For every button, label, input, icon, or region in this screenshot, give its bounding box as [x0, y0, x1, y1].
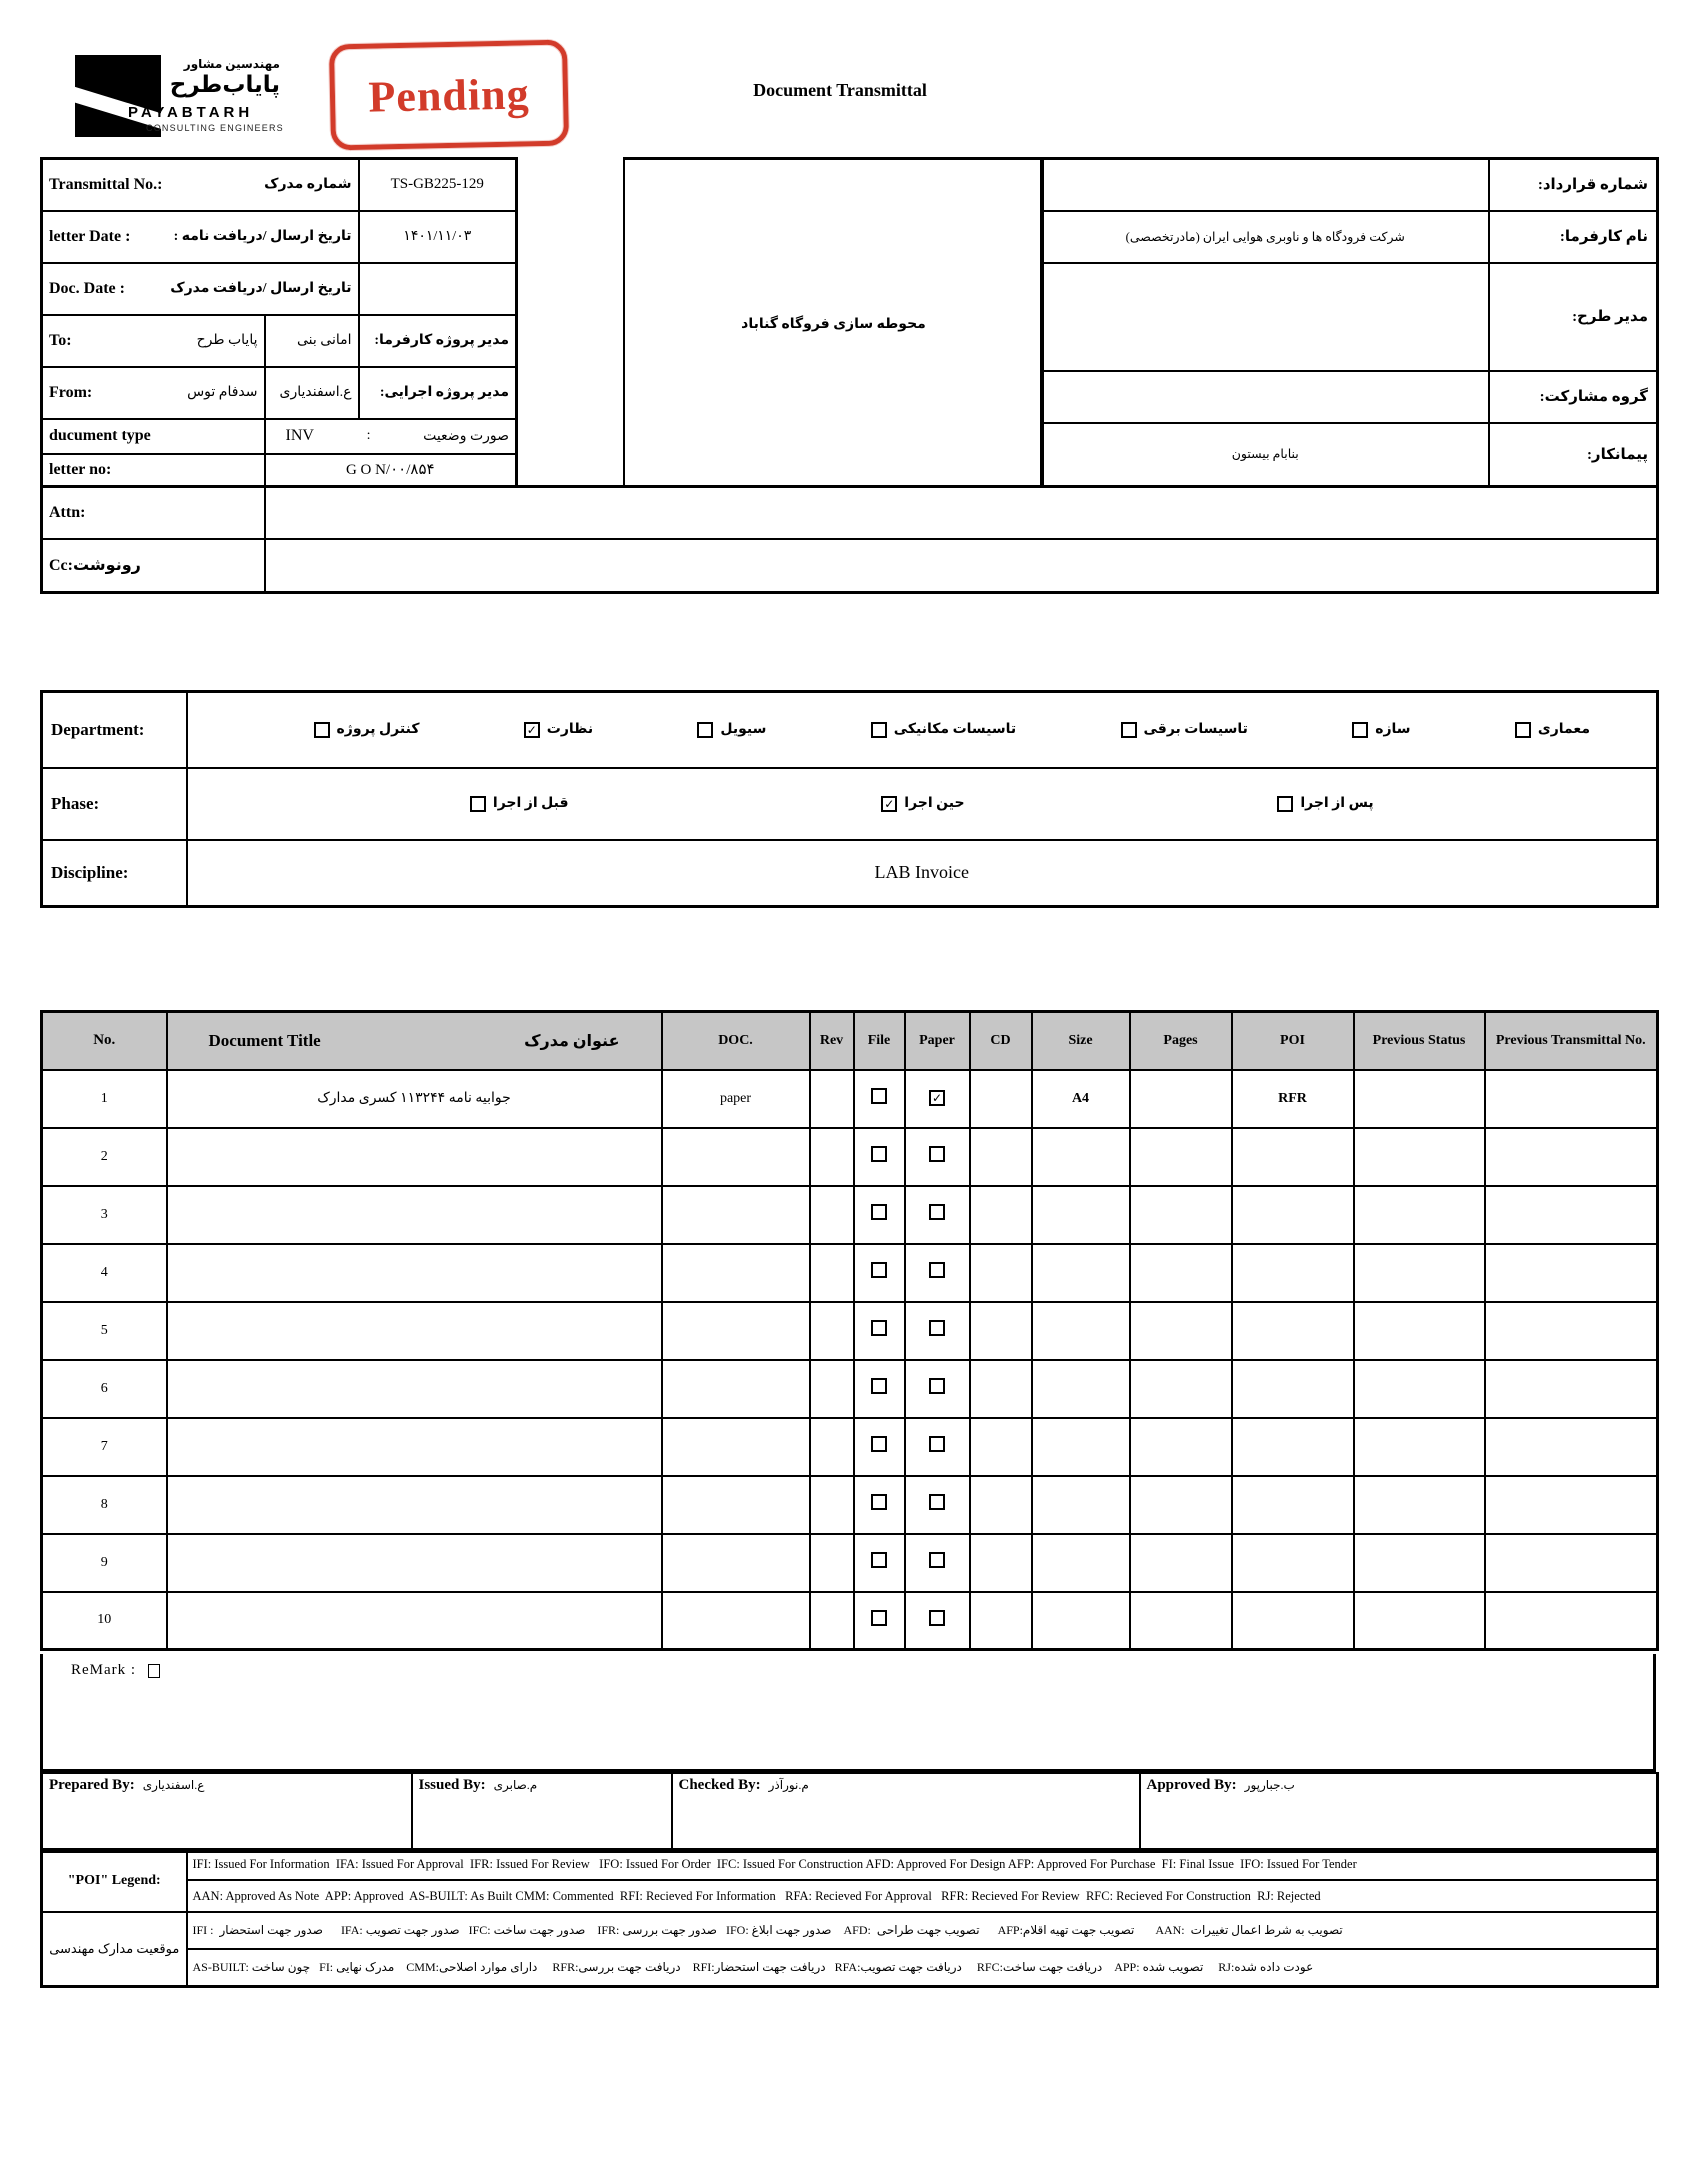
cell-title: [167, 1244, 662, 1302]
cell-prev_transmittal: [1485, 1476, 1658, 1534]
cell-poi: RFR: [1232, 1070, 1354, 1128]
cell-rev: [810, 1302, 854, 1360]
file-checkbox-icon[interactable]: [871, 1552, 887, 1568]
cc-value: [265, 539, 1658, 593]
col-header-prev-status: Previous Status: [1354, 1012, 1485, 1070]
cell-rev: [810, 1186, 854, 1244]
department-option-label: معماری: [1537, 722, 1590, 738]
table-row: [42, 1070, 1658, 1128]
contract-info-label: شماره قرارداد:: [1489, 159, 1658, 211]
cell-size: [1032, 1418, 1130, 1476]
cell-title: [167, 1360, 662, 1418]
cell-file: [854, 1534, 905, 1592]
paper-checkbox-icon[interactable]: [929, 1320, 945, 1336]
signatures-row: [42, 1773, 1658, 1852]
checkbox-icon[interactable]: ✓: [881, 796, 897, 812]
cell-file: [854, 1476, 905, 1534]
cell-doc: [662, 1534, 810, 1592]
cell-pages: [1130, 1476, 1232, 1534]
paper-checkbox-icon[interactable]: ✓: [929, 1090, 945, 1106]
transmittal-info-table: [40, 157, 518, 488]
letter-date-label-cell: [42, 211, 359, 263]
checkbox-icon[interactable]: [314, 722, 330, 738]
cell-prev_transmittal: [1485, 1244, 1658, 1302]
col-header-file: File: [854, 1012, 905, 1070]
cell-rev: [810, 1418, 854, 1476]
cell-size: [1032, 1244, 1130, 1302]
cell-rev: [810, 1534, 854, 1592]
file-checkbox-icon[interactable]: [871, 1378, 887, 1394]
cell-doc: [662, 1592, 810, 1650]
to-label: To:: [49, 331, 72, 349]
cell-no: 3: [42, 1186, 167, 1244]
cell-poi: [1232, 1534, 1354, 1592]
cell-pages: [1130, 1418, 1232, 1476]
file-checkbox-icon[interactable]: [871, 1610, 887, 1626]
cell-prev_status: [1354, 1128, 1485, 1186]
checkbox-icon[interactable]: [470, 796, 486, 812]
cell-title: [167, 1592, 662, 1650]
doc-status-legend-row1: IFI : صدور جهت استحضار IFA: صدور جهت تصویب IFC: صدور جهت ساخت IFR: صدور جهت بررسی IFO: صدور جهت ابلاغ AFD: تصویب جهت طراحی AFP:تصویب جهت تهیه اقلام AAN: تصویب به شرط اعمال تغییرات: [187, 1912, 1658, 1949]
issued-by-value: م.صابری: [493, 1778, 538, 1792]
col-header-no: No.: [42, 1012, 167, 1070]
approved-by-value: ب.جبارپور: [1244, 1778, 1295, 1792]
col-header-doc: DOC.: [662, 1012, 810, 1070]
cell-title: [167, 1128, 662, 1186]
cell-pages: [1130, 1070, 1232, 1128]
transmittal-no-label: Transmittal No.:: [49, 175, 163, 193]
discipline-label: Discipline:: [42, 840, 187, 907]
paper-checkbox-icon[interactable]: [929, 1204, 945, 1220]
contract-info-label: پیمانکار:: [1489, 423, 1658, 487]
cell-doc: [662, 1360, 810, 1418]
phase-label: Phase:: [42, 768, 187, 840]
cell-size: [1032, 1128, 1130, 1186]
department-option: [697, 721, 766, 738]
poi-legend-label: "POI" Legend:: [42, 1849, 187, 1912]
attn-label: Attn:: [49, 503, 86, 521]
logo-fa-line2: پایاب‌طرح: [169, 71, 280, 97]
cell-poi: [1232, 1360, 1354, 1418]
doc-date-label-cell: [42, 263, 359, 315]
contract-info-label: نام کارفرما:: [1489, 211, 1658, 263]
cell-prev_transmittal: [1485, 1302, 1658, 1360]
attn-cc-table: [40, 485, 1659, 594]
cell-paper: [905, 1534, 970, 1592]
checkbox-icon[interactable]: [1515, 722, 1531, 738]
remark-section: [40, 1654, 1656, 1772]
cell-pages: [1130, 1186, 1232, 1244]
contract-info-value: بنابام بیستون: [1042, 423, 1489, 487]
doc-type-label-cell: [42, 419, 265, 454]
doc-date-label-fa: تاریخ ارسال /دریافت مدرک: [170, 281, 352, 296]
cell-rev: [810, 1244, 854, 1302]
cell-prev_transmittal: [1485, 1534, 1658, 1592]
prepared-by-value: ع.اسفندیاری: [142, 1778, 205, 1792]
phase-option-label: قبل از اجرا: [492, 796, 569, 811]
cell-title: جوابیه نامه ۱۱۳۲۴۴ کسری مدارک: [167, 1070, 662, 1128]
cell-poi: [1232, 1476, 1354, 1534]
cell-doc: [662, 1244, 810, 1302]
cell-prev_status: [1354, 1302, 1485, 1360]
file-checkbox-icon[interactable]: [871, 1088, 887, 1104]
checkbox-icon[interactable]: [1277, 796, 1293, 812]
contract-info-label: مدیر طرح:: [1489, 263, 1658, 371]
paper-checkbox-icon[interactable]: [929, 1262, 945, 1278]
transmittal-no-value: TS-GB225-129: [359, 159, 517, 211]
col-header-title-fa: عنوان مدرک: [524, 1032, 620, 1050]
checkbox-icon[interactable]: [1121, 722, 1137, 738]
cell-size: [1032, 1476, 1130, 1534]
col-header-paper: Paper: [905, 1012, 970, 1070]
checked-by-cell: [672, 1773, 1140, 1852]
file-checkbox-icon[interactable]: [871, 1146, 887, 1162]
contract-info-table: [1040, 157, 1659, 488]
phase-option-label: حین اجرا: [904, 796, 965, 811]
table-row: [42, 1128, 1658, 1186]
cell-paper: [905, 1244, 970, 1302]
cell-rev: [810, 1128, 854, 1186]
cell-rev: [810, 1592, 854, 1650]
contract-info-row: [1042, 263, 1658, 371]
poi-legend-table: [40, 1848, 1659, 1988]
table-row: [42, 1360, 1658, 1418]
contract-info-value: [1042, 371, 1489, 423]
cell-prev_transmittal: [1485, 1186, 1658, 1244]
letter-date-label-fa: تاریخ ارسال /دریافت نامه :: [173, 229, 352, 244]
file-checkbox-icon[interactable]: [871, 1436, 887, 1452]
logo-fa-line1: مهندسین مشاور: [183, 57, 280, 71]
cell-prev_transmittal: [1485, 1418, 1658, 1476]
cell-cd: [970, 1476, 1032, 1534]
cell-cd: [970, 1418, 1032, 1476]
cell-paper: [905, 1128, 970, 1186]
doc-date-label: Doc. Date :: [49, 279, 125, 297]
department-option-label: تاسیسات برقی: [1143, 722, 1248, 738]
department-option: [524, 721, 593, 738]
checkbox-icon[interactable]: ✓: [524, 722, 540, 738]
department-option-label: تاسیسات مکانیکی: [893, 722, 1017, 738]
paper-checkbox-icon[interactable]: [929, 1378, 945, 1394]
cell-file: [854, 1418, 905, 1476]
signatures-table: [40, 1772, 1659, 1853]
doc-type-separator: :: [366, 428, 371, 443]
cell-paper: [905, 1476, 970, 1534]
contract-info-value: [1042, 159, 1489, 211]
letter-no-label: letter no:: [49, 460, 112, 478]
file-checkbox-icon[interactable]: [871, 1262, 887, 1278]
contract-info-value: شرکت فرودگاه ها و ناوبری هوایی ایران (مادرتخصصی): [1042, 211, 1489, 263]
poi-legend-en-row1: IFI: Issued For Information IFA: Issued For Approval IFR: Issued For Review IFO: Issued For Order IFC: Issued For Construction AFD: Approved For Design AFP: Approved For Purchase FI: Final Issue IFO: Issued For Tender: [187, 1849, 1658, 1880]
phase-options: [194, 795, 1651, 812]
cell-paper: [905, 1418, 970, 1476]
cell-pages: [1130, 1128, 1232, 1186]
table-row: [42, 1476, 1658, 1534]
cell-prev_transmittal: [1485, 1070, 1658, 1128]
transmittal-no-label-fa: شماره مدرک: [264, 177, 352, 193]
department-option: [314, 721, 420, 738]
remark-checkbox-icon[interactable]: [148, 1664, 160, 1678]
prepared-by-cell: [42, 1773, 412, 1852]
department-option: [871, 721, 1016, 738]
checkbox-icon[interactable]: [1352, 722, 1368, 738]
col-header-cd: CD: [970, 1012, 1032, 1070]
transmittal-no-label-cell: [42, 159, 359, 211]
cell-prev_status: [1354, 1476, 1485, 1534]
cell-prev_transmittal: [1485, 1128, 1658, 1186]
checkbox-icon[interactable]: [697, 722, 713, 738]
cell-prev_status: [1354, 1534, 1485, 1592]
cell-size: [1032, 1360, 1130, 1418]
letter-no-label-cell: [42, 454, 265, 487]
cell-poi: [1232, 1244, 1354, 1302]
cell-poi: [1232, 1302, 1354, 1360]
cell-poi: [1232, 1418, 1354, 1476]
cell-size: [1032, 1302, 1130, 1360]
doc-type-fa: صورت وضعیت: [423, 428, 510, 444]
department-option-label: سازه: [1375, 722, 1411, 738]
doc-table-body: [42, 1070, 1658, 1650]
contract-info-row: [1042, 371, 1658, 423]
cell-file: [854, 1592, 905, 1650]
cell-doc: [662, 1186, 810, 1244]
cell-cd: [970, 1592, 1032, 1650]
prepared-by-label: Prepared By:: [49, 1777, 135, 1793]
remark-label: ReMark :: [71, 1662, 137, 1678]
cell-prev_status: [1354, 1244, 1485, 1302]
cell-pages: [1130, 1244, 1232, 1302]
cell-paper: [905, 1592, 970, 1650]
issued-by-cell: [412, 1773, 672, 1852]
project-name-box: [623, 157, 1044, 488]
col-header-rev: Rev: [810, 1012, 854, 1070]
contract-info-row: [1042, 159, 1658, 211]
contract-info-row: [1042, 423, 1658, 487]
cell-doc: [662, 1418, 810, 1476]
cc-label-cell: [42, 539, 265, 593]
cell-prev_transmittal: [1485, 1360, 1658, 1418]
cell-file: [854, 1360, 905, 1418]
phase-option: [881, 795, 964, 812]
col-header-pages: Pages: [1130, 1012, 1232, 1070]
table-row: [42, 1592, 1658, 1650]
logo-company-subtitle: CONSULTING ENGINEERS: [146, 123, 284, 133]
from-cell: [42, 367, 265, 419]
from-person: ع.اسفندیاری: [265, 367, 359, 419]
cell-cd: [970, 1244, 1032, 1302]
cell-title: [167, 1534, 662, 1592]
from-label: From:: [49, 383, 93, 401]
logo-company-name: PAYABTARH: [128, 104, 254, 121]
from-role-label: مدیر پروژه اجرایی:: [359, 367, 517, 419]
cell-no: 8: [42, 1476, 167, 1534]
letter-date-value: ۱۴۰۱/۱۱/۰۳: [359, 211, 517, 263]
contract-info-row: [1042, 211, 1658, 263]
cell-cd: [970, 1186, 1032, 1244]
department-option-label: سیویل: [720, 722, 767, 738]
cell-file: [854, 1128, 905, 1186]
to-value: پایاب طرح: [196, 333, 258, 348]
cell-size: [1032, 1592, 1130, 1650]
cell-pages: [1130, 1534, 1232, 1592]
cell-paper: [905, 1302, 970, 1360]
poi-legend-en-row2: AAN: Approved As Note APP: Approved AS-BUILT: As Built CMM: Commented RFI: Recieved For Information RFA: Recieved For Approval RFR: Recieved For Review RFC: Recieved For Construction RJ: Rejected: [187, 1880, 1658, 1912]
cell-poi: [1232, 1128, 1354, 1186]
cell-rev: [810, 1360, 854, 1418]
documents-table-header: [42, 1012, 1658, 1070]
cell-no: 1: [42, 1070, 167, 1128]
cell-cd: [970, 1534, 1032, 1592]
cell-no: 2: [42, 1128, 167, 1186]
cell-poi: [1232, 1592, 1354, 1650]
to-person: امانی بنی: [265, 315, 359, 367]
cell-pages: [1130, 1360, 1232, 1418]
cell-prev_status: [1354, 1186, 1485, 1244]
doc-type-value-cell: [265, 419, 517, 454]
page-title: Document Transmittal: [753, 80, 927, 100]
cell-doc: [662, 1128, 810, 1186]
file-checkbox-icon[interactable]: [871, 1204, 887, 1220]
table-row: [42, 1244, 1658, 1302]
cell-file: [854, 1302, 905, 1360]
department-option: [1352, 721, 1410, 738]
department-options: [194, 721, 1651, 738]
approved-by-cell: [1140, 1773, 1658, 1852]
from-value: سدفام توس: [187, 385, 258, 400]
cell-cd: [970, 1360, 1032, 1418]
to-cell: [42, 315, 265, 367]
cell-file: [854, 1186, 905, 1244]
file-checkbox-icon[interactable]: [871, 1494, 887, 1510]
checked-by-label: Checked By:: [678, 1777, 761, 1793]
doc-date-value: [359, 263, 517, 315]
contract-info-body: [1042, 159, 1658, 487]
project-name: محوطه سازی فروگاه گناباد: [741, 316, 926, 332]
cell-paper: [905, 1070, 970, 1128]
cell-title: [167, 1476, 662, 1534]
cell-doc: [662, 1302, 810, 1360]
doc-type-label: ducument type: [49, 427, 151, 444]
discipline-value: LAB Invoice: [187, 840, 1658, 907]
col-header-prev-transmittal: Previous Transmittal No.: [1485, 1012, 1658, 1070]
contract-info-label: گروه مشارکت:: [1489, 371, 1658, 423]
cell-size: [1032, 1534, 1130, 1592]
col-header-size: Size: [1032, 1012, 1130, 1070]
department-option: [1515, 721, 1590, 738]
cell-cd: [970, 1070, 1032, 1128]
cell-title: [167, 1418, 662, 1476]
to-role-label: مدیر پروژه کارفرما:: [359, 315, 517, 367]
checked-by-value: م.نورآذر: [768, 1778, 809, 1792]
cell-doc: [662, 1476, 810, 1534]
cell-poi: [1232, 1186, 1354, 1244]
department-label: Department:: [42, 692, 187, 768]
cell-cd: [970, 1128, 1032, 1186]
table-row: [42, 1186, 1658, 1244]
cc-label: Cc:رونوشت: [49, 557, 141, 575]
attn-label-cell: [42, 487, 265, 539]
cell-no: 6: [42, 1360, 167, 1418]
issued-by-label: Issued By:: [418, 1777, 486, 1793]
paper-checkbox-icon[interactable]: [929, 1436, 945, 1452]
cell-no: 5: [42, 1302, 167, 1360]
cell-cd: [970, 1302, 1032, 1360]
documents-table: [40, 1010, 1659, 1651]
file-checkbox-icon[interactable]: [871, 1320, 887, 1336]
doc-status-legend-row2: AS-BUILT: چون ساخت FI: مدرک نهایی CMM:دارای موارد اصلاحی RFR:دریافت جهت بررسی RFI:دریافت جهت استحضار RFA:دریافت جهت تصویب RFC:دریافت جهت ساخت APP: تصویب شده RJ:عودت داده شده: [187, 1949, 1658, 1986]
classification-table: [40, 690, 1659, 908]
phase-option-label: پس از اجرا: [1300, 796, 1374, 811]
doc-type-value: INV: [285, 427, 314, 444]
cell-prev_status: [1354, 1070, 1485, 1128]
table-row: [42, 1302, 1658, 1360]
paper-checkbox-icon[interactable]: [929, 1146, 945, 1162]
attn-value: [265, 487, 1658, 539]
cell-title: [167, 1186, 662, 1244]
paper-checkbox-icon[interactable]: [929, 1552, 945, 1568]
paper-checkbox-icon[interactable]: [929, 1494, 945, 1510]
cell-paper: [905, 1186, 970, 1244]
cell-prev_status: [1354, 1592, 1485, 1650]
table-row: [42, 1418, 1658, 1476]
table-row: [42, 1534, 1658, 1592]
cell-file: [854, 1070, 905, 1128]
department-option: [1121, 721, 1248, 738]
cell-size: A4: [1032, 1070, 1130, 1128]
pending-stamp-text: Pending: [367, 68, 531, 122]
cell-prev_status: [1354, 1418, 1485, 1476]
phase-option: [1277, 795, 1373, 812]
department-options-cell: [187, 692, 1658, 768]
cell-title: [167, 1302, 662, 1360]
doc-status-legend-label: موقعیت مدارک مهندسی: [42, 1912, 187, 1986]
phase-option: [470, 795, 569, 812]
letter-date-label: letter Date :: [49, 227, 131, 245]
cell-paper: [905, 1360, 970, 1418]
cell-rev: [810, 1476, 854, 1534]
department-option-label: کنترل پروژه: [336, 722, 420, 738]
cell-pages: [1130, 1302, 1232, 1360]
checkbox-icon[interactable]: [871, 722, 887, 738]
paper-checkbox-icon[interactable]: [929, 1610, 945, 1626]
cell-no: 9: [42, 1534, 167, 1592]
approved-by-label: Approved By:: [1146, 1777, 1237, 1793]
cell-rev: [810, 1070, 854, 1128]
cell-file: [854, 1244, 905, 1302]
cell-pages: [1130, 1592, 1232, 1650]
cell-no: 7: [42, 1418, 167, 1476]
col-header-title-en: Document Title: [208, 1030, 321, 1050]
col-header-title: [167, 1012, 662, 1070]
contract-info-value: [1042, 263, 1489, 371]
cell-size: [1032, 1186, 1130, 1244]
cell-no: 4: [42, 1244, 167, 1302]
cell-prev_transmittal: [1485, 1592, 1658, 1650]
cell-doc: paper: [662, 1070, 810, 1128]
cell-no: 10: [42, 1592, 167, 1650]
col-header-poi: POI: [1232, 1012, 1354, 1070]
letter-no-value: G O N/۰۰/۸۵۴: [265, 454, 517, 487]
pending-stamp: [329, 40, 569, 151]
phase-options-cell: [187, 768, 1658, 840]
department-option-label: نظارت: [546, 722, 594, 738]
cell-prev_status: [1354, 1360, 1485, 1418]
logo-persian-text: [150, 58, 280, 98]
